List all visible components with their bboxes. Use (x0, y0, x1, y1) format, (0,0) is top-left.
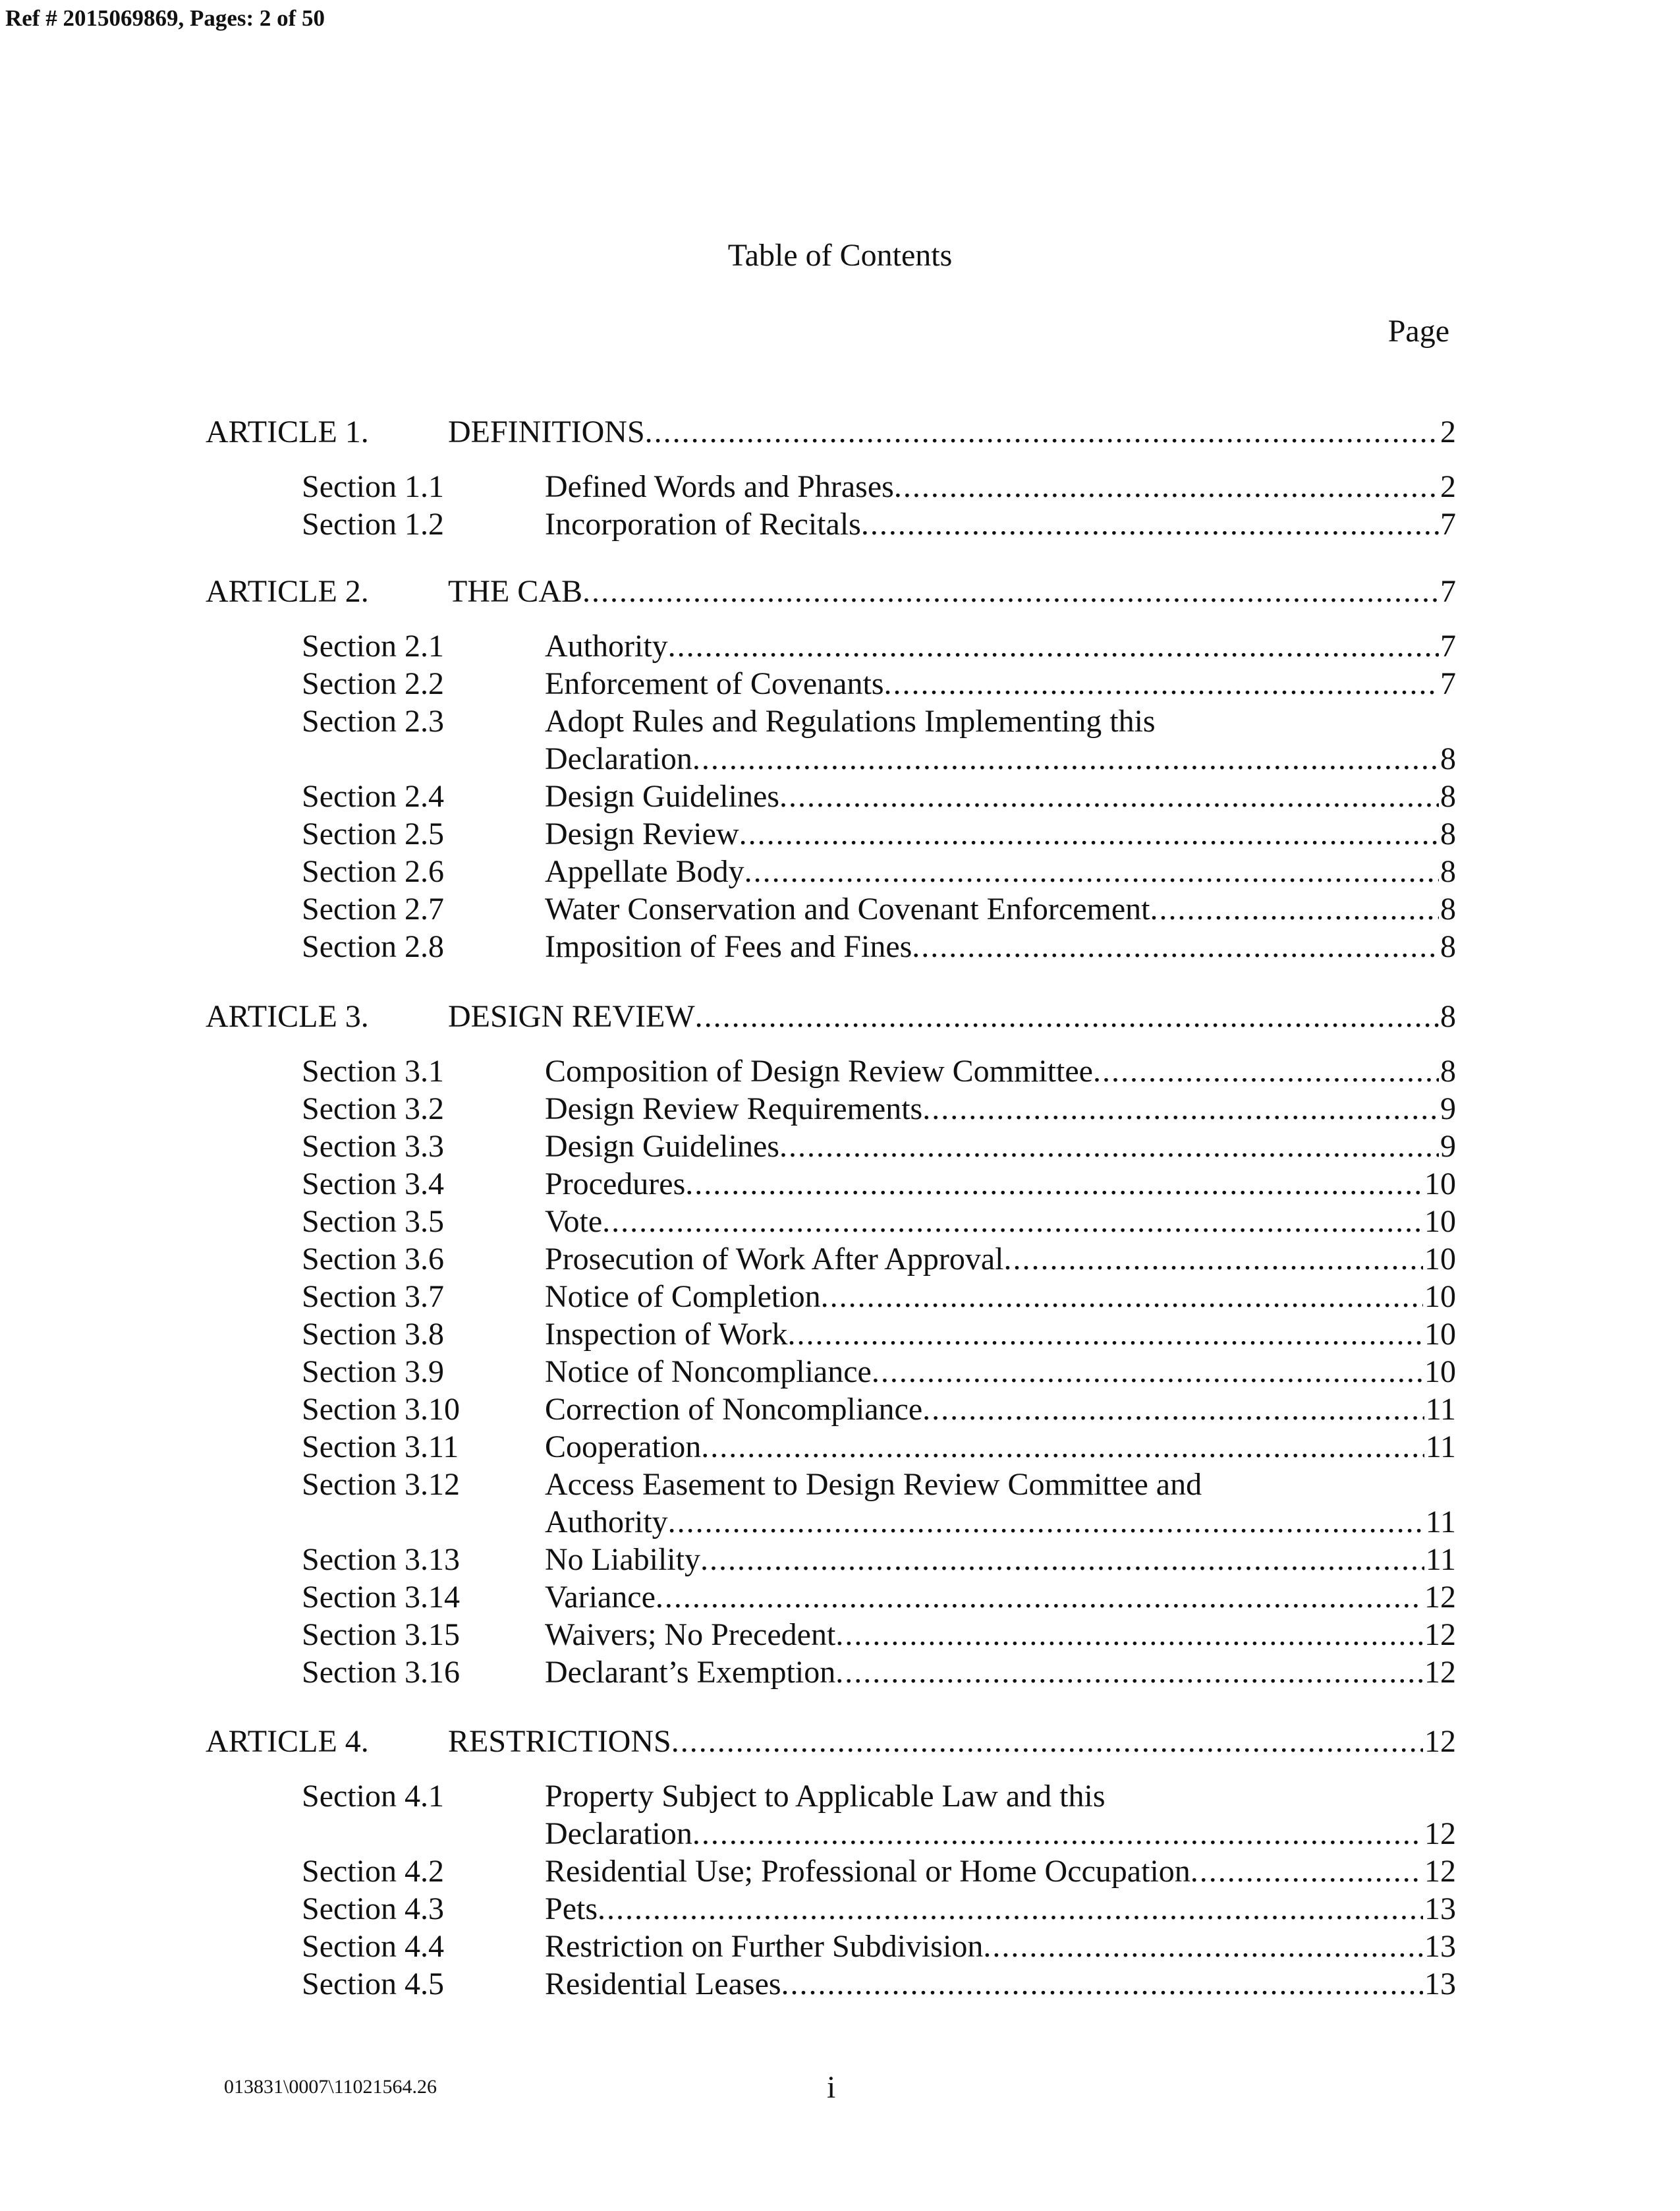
dot-leader (821, 1278, 1423, 1315)
section-number: Section 2.1 (302, 629, 444, 664)
dot-leader (692, 1816, 1423, 1852)
toc-section-row[interactable] (0, 1466, 1680, 1503)
toc-section-row[interactable] (0, 741, 1680, 778)
section-title: Prosecution of Work After Approval (545, 1242, 1004, 1277)
section-title: Correction of Noncompliance (545, 1392, 923, 1427)
toc-section-row[interactable] (0, 666, 1680, 703)
toc-section-row[interactable] (0, 1966, 1680, 2003)
page-number: 12 (1424, 1724, 1456, 1759)
toc-section-row[interactable] (0, 816, 1680, 853)
toc-section-row[interactable] (0, 891, 1680, 928)
section-title: Notice of Completion (545, 1279, 821, 1314)
page-number: 12 (1424, 1655, 1456, 1690)
section-number: Section 1.1 (302, 469, 444, 504)
section-number: Section 3.4 (302, 1166, 444, 1201)
toc-entry-leader (545, 1128, 1456, 1165)
dot-leader (922, 1091, 1439, 1128)
page-column-header: Page (1387, 314, 1449, 349)
toc-section-row[interactable] (0, 1128, 1680, 1165)
page-number: 12 (1424, 1617, 1456, 1652)
toc-title: Table of Contents (727, 238, 953, 273)
toc-entry-leader (448, 573, 1456, 610)
section-number: Section 3.2 (302, 1091, 444, 1126)
page-number: 8 (1440, 854, 1456, 889)
toc-section-row[interactable] (0, 1891, 1680, 1928)
section-number: Section 4.1 (302, 1779, 444, 1814)
toc-section-row[interactable] (0, 1928, 1680, 1965)
dot-leader (983, 1928, 1423, 1965)
toc-entry-leader (545, 1278, 1456, 1315)
section-title: No Liability (545, 1542, 700, 1577)
section-title: Restriction on Further Subdivision (545, 1929, 984, 1964)
page-number: 12 (1424, 1854, 1456, 1889)
section-title: Declaration (545, 1816, 692, 1851)
toc-section-row[interactable] (0, 628, 1680, 665)
section-number: Section 3.13 (302, 1542, 460, 1577)
dot-leader (668, 1504, 1424, 1541)
page-number: 9 (1440, 1129, 1456, 1164)
page-number: 11 (1425, 1392, 1456, 1427)
section-title: Design Guidelines (545, 1129, 779, 1164)
dot-leader (1150, 891, 1440, 928)
toc-section-row[interactable] (0, 1241, 1680, 1278)
dot-leader (1190, 1853, 1423, 1890)
section-title: Incorporation of Recitals (545, 507, 861, 542)
toc-section-row[interactable] (0, 778, 1680, 815)
toc-article-row[interactable] (0, 414, 1680, 451)
toc-article-row[interactable] (0, 998, 1680, 1035)
toc-section-row[interactable] (0, 853, 1680, 890)
toc-entry-leader (545, 1053, 1456, 1090)
dot-leader (598, 1891, 1423, 1928)
section-title: Composition of Design Review Committee (545, 1054, 1093, 1089)
toc-article-row[interactable] (0, 573, 1680, 610)
section-number: Section 2.2 (302, 666, 444, 701)
dot-leader (645, 414, 1439, 451)
toc-entry-leader (545, 469, 1456, 505)
dot-leader (894, 469, 1439, 505)
section-title: Residential Leases (545, 1967, 781, 2001)
dot-leader (1003, 1241, 1423, 1278)
toc-section-row[interactable] (0, 1316, 1680, 1353)
section-title: Inspection of Work (545, 1317, 788, 1352)
article-number: ARTICLE 1. (206, 415, 369, 449)
toc-entry-leader (545, 1391, 1456, 1428)
page-number: 12 (1424, 1580, 1456, 1615)
article-title: DEFINITIONS (448, 415, 645, 449)
toc-section-row[interactable] (0, 1053, 1680, 1090)
toc-entry-leader (545, 816, 1456, 853)
page-number: 8 (1440, 929, 1456, 964)
dot-leader (884, 666, 1440, 703)
dot-leader (835, 1654, 1423, 1691)
section-number: Section 4.3 (302, 1891, 444, 1926)
page-number: 11 (1425, 1429, 1456, 1464)
footer-page-number: i (827, 2070, 836, 2105)
dot-leader (912, 929, 1439, 965)
section-number: Section 3.6 (302, 1242, 444, 1277)
article-title: RESTRICTIONS (448, 1724, 671, 1759)
dot-leader (739, 816, 1439, 853)
section-title: Imposition of Fees and Fines (545, 929, 912, 964)
toc-entry-leader (545, 1429, 1456, 1466)
toc-section-row[interactable] (0, 1504, 1680, 1541)
section-number: Section 2.4 (302, 779, 444, 814)
toc-section-row[interactable] (0, 1203, 1680, 1240)
section-number: Section 3.11 (302, 1429, 459, 1464)
article-title: THE CAB (448, 574, 582, 609)
toc-entry-leader (545, 1166, 1456, 1203)
toc-section-row[interactable] (0, 1278, 1680, 1315)
page-number: 7 (1440, 574, 1456, 609)
section-number: Section 4.5 (302, 1967, 444, 2001)
page-number: 13 (1424, 1891, 1456, 1926)
page-number: 10 (1424, 1279, 1456, 1314)
article-title: DESIGN REVIEW (448, 999, 695, 1034)
section-number: Section 3.9 (302, 1354, 444, 1389)
dot-leader (779, 1128, 1439, 1165)
toc-entry-leader (545, 1504, 1456, 1541)
page-number: 2 (1440, 415, 1456, 449)
page-number: 7 (1440, 629, 1456, 664)
section-number: Section 3.7 (302, 1279, 444, 1314)
section-number: Section 4.2 (302, 1854, 444, 1889)
section-number: Section 3.15 (302, 1617, 460, 1652)
section-title: Authority (545, 1505, 668, 1539)
section-number: Section 3.16 (302, 1655, 460, 1690)
page-number: 11 (1425, 1542, 1456, 1577)
toc-entry-leader (545, 853, 1456, 890)
section-title: Notice of Noncompliance (545, 1354, 872, 1389)
section-number: Section 3.14 (302, 1580, 460, 1615)
toc-entry-leader (545, 1579, 1456, 1616)
section-title: Waivers; No Precedent (545, 1617, 836, 1652)
toc-entry-leader (545, 1541, 1456, 1578)
toc-entry-leader (545, 666, 1456, 703)
dot-leader (872, 1354, 1423, 1391)
section-number: Section 3.1 (302, 1054, 444, 1089)
section-title: Appellate Body (545, 854, 744, 889)
section-title: Property Subject to Applicable Law and this (545, 1779, 1106, 1814)
page-number: 7 (1440, 666, 1456, 701)
dot-leader (779, 778, 1439, 815)
document-reference: Ref # 2015069869, Pages: 2 of 50 (5, 5, 325, 31)
page-number: 11 (1425, 1505, 1456, 1539)
section-title: Defined Words and Phrases (545, 469, 894, 504)
section-title: Design Guidelines (545, 779, 779, 814)
page-number: 9 (1440, 1091, 1456, 1126)
toc-entry-leader (545, 891, 1456, 928)
toc-section-row[interactable] (0, 1853, 1680, 1890)
dot-leader (744, 853, 1439, 890)
dot-leader (695, 998, 1439, 1035)
toc-entry-leader (545, 506, 1456, 543)
section-title: Design Review (545, 817, 739, 851)
page-number: 8 (1440, 999, 1456, 1034)
section-title: Residential Use; Professional or Home Occupation (545, 1854, 1190, 1889)
toc-section-row[interactable] (0, 506, 1680, 543)
section-number: Section 3.12 (302, 1467, 460, 1502)
section-title: Design Review Requirements (545, 1091, 923, 1126)
toc-entry-leader (545, 1816, 1456, 1852)
toc-entry-leader (545, 741, 1456, 778)
toc-entry-leader (545, 1891, 1456, 1928)
toc-section-row[interactable] (0, 1429, 1680, 1466)
toc-section-row[interactable] (0, 1091, 1680, 1128)
section-number: Section 3.8 (302, 1317, 444, 1352)
page-number: 10 (1424, 1317, 1456, 1352)
dot-leader (656, 1579, 1423, 1616)
section-title: Declarant’s Exemption (545, 1655, 836, 1690)
toc-entry-leader (448, 414, 1456, 451)
dot-leader (700, 1541, 1424, 1578)
toc-entry-leader (545, 1617, 1456, 1653)
toc-section-row[interactable] (0, 1617, 1680, 1653)
section-title: Access Easement to Design Review Committee and (545, 1467, 1202, 1502)
toc-entry-leader (545, 929, 1456, 965)
page-number: 10 (1424, 1242, 1456, 1277)
toc-entry-leader (545, 1654, 1456, 1691)
toc-entry-leader (545, 1928, 1456, 1965)
page-number: 12 (1424, 1816, 1456, 1851)
section-title: Authority (545, 629, 668, 664)
article-number: ARTICLE 2. (206, 574, 369, 609)
dot-leader (861, 506, 1439, 543)
section-title: Procedures (545, 1166, 686, 1201)
dot-leader (668, 628, 1439, 665)
section-title: Pets (545, 1891, 598, 1926)
toc-entry-leader (545, 778, 1456, 815)
page-number: 10 (1424, 1204, 1456, 1239)
dot-leader (685, 1166, 1423, 1203)
toc-section-row[interactable] (0, 703, 1680, 740)
page-number: 10 (1424, 1166, 1456, 1201)
section-number: Section 2.3 (302, 704, 444, 739)
toc-section-row[interactable] (0, 1816, 1680, 1852)
page-number: 8 (1440, 779, 1456, 814)
dot-leader (701, 1429, 1424, 1466)
page-number: 8 (1440, 892, 1456, 927)
section-number: Section 2.8 (302, 929, 444, 964)
dot-leader (582, 573, 1439, 610)
toc-section-row[interactable] (0, 1391, 1680, 1428)
toc-entry-leader (545, 1091, 1456, 1128)
page-number: 2 (1440, 469, 1456, 504)
toc-entry-leader (448, 998, 1456, 1035)
page-number: 8 (1440, 741, 1456, 776)
section-number: Section 2.6 (302, 854, 444, 889)
toc-entry-leader (448, 1723, 1456, 1760)
page-number: 13 (1424, 1929, 1456, 1964)
section-title: Declaration (545, 741, 692, 776)
section-title: Cooperation (545, 1429, 702, 1464)
page-number: 10 (1424, 1354, 1456, 1389)
page-number: 8 (1440, 1054, 1456, 1089)
toc-entry-leader (545, 1966, 1456, 2003)
dot-leader (692, 741, 1439, 778)
section-number: Section 2.7 (302, 892, 444, 927)
section-title: Variance (545, 1580, 656, 1615)
dot-leader (835, 1617, 1423, 1653)
toc-entry-leader (545, 1316, 1456, 1353)
section-number: Section 3.10 (302, 1392, 460, 1427)
toc-section-row[interactable] (0, 1166, 1680, 1203)
section-title: Water Conservation and Covenant Enforcement (545, 892, 1150, 927)
toc-section-row[interactable] (0, 1579, 1680, 1616)
toc-entry-leader (545, 628, 1456, 665)
toc-section-row[interactable] (0, 1654, 1680, 1691)
toc-section-row[interactable] (0, 1541, 1680, 1578)
toc-section-row[interactable] (0, 469, 1680, 505)
toc-entry-leader (545, 1241, 1456, 1278)
dot-leader (671, 1723, 1423, 1760)
toc-article-row[interactable] (0, 1723, 1680, 1760)
dot-leader (922, 1391, 1424, 1428)
section-number: Section 3.5 (302, 1204, 444, 1239)
page-number: 13 (1424, 1967, 1456, 2001)
dot-leader (788, 1316, 1423, 1353)
dot-leader (781, 1966, 1423, 2003)
dot-leader (602, 1203, 1423, 1240)
page-number: 8 (1440, 817, 1456, 851)
section-number: Section 3.3 (302, 1129, 444, 1164)
section-number: Section 2.5 (302, 817, 444, 851)
article-number: ARTICLE 4. (206, 1724, 369, 1759)
dot-leader (1093, 1053, 1439, 1090)
page-number: 7 (1440, 507, 1456, 542)
footer-document-id: 013831\0007\11021564.26 (224, 2076, 437, 2098)
toc-entry-leader (545, 1203, 1456, 1240)
toc-section-row[interactable] (0, 929, 1680, 965)
toc-entry-leader (545, 1354, 1456, 1391)
section-title: Vote (545, 1204, 603, 1239)
section-title: Enforcement of Covenants (545, 666, 884, 701)
toc-section-row[interactable] (0, 1778, 1680, 1815)
toc-section-row[interactable] (0, 1354, 1680, 1391)
section-title: Adopt Rules and Regulations Implementing this (545, 704, 1156, 739)
toc-entry-leader (545, 1853, 1456, 1890)
article-number: ARTICLE 3. (206, 999, 369, 1034)
section-number: Section 1.2 (302, 507, 444, 542)
section-number: Section 4.4 (302, 1929, 444, 1964)
